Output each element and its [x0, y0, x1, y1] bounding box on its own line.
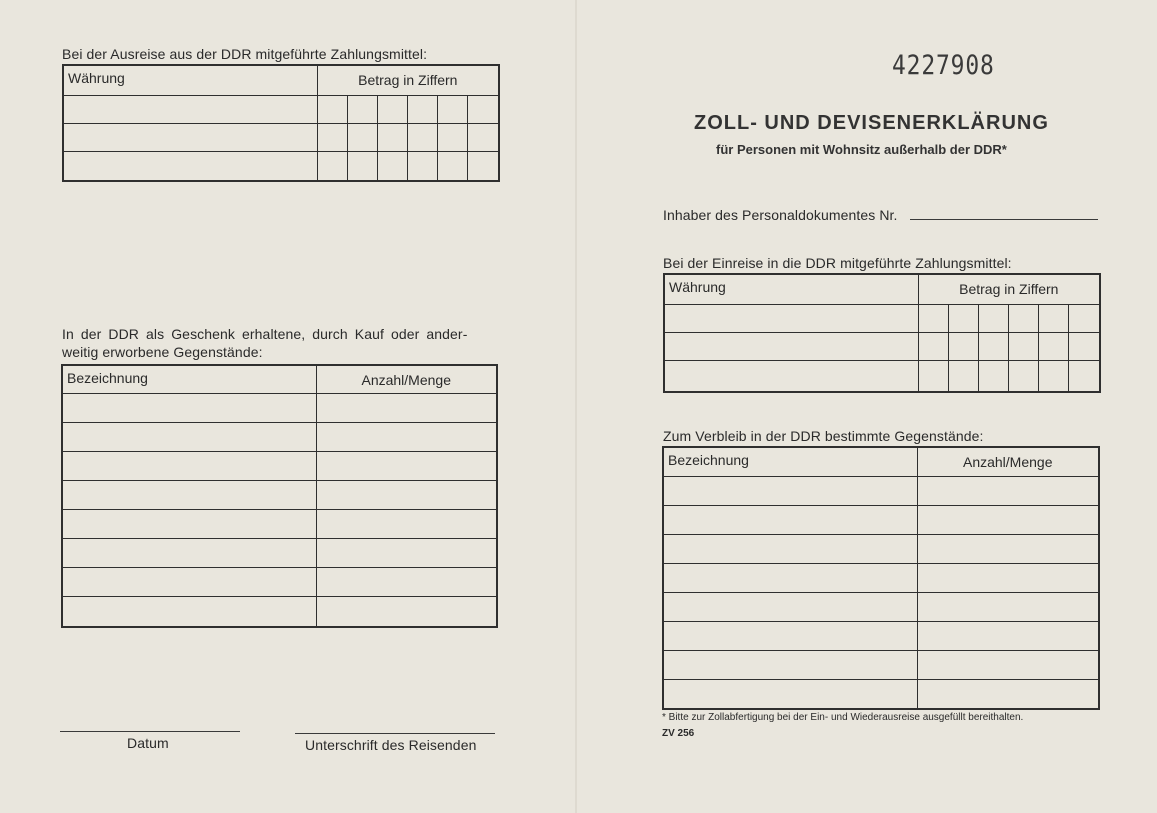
- table-row[interactable]: [62, 567, 497, 596]
- document-holder-label: Inhaber des Personaldokumentes Nr.: [663, 207, 898, 223]
- table-row[interactable]: [663, 505, 1099, 534]
- table-row[interactable]: [62, 480, 497, 509]
- col-currency: Währung: [664, 274, 918, 304]
- table-row[interactable]: [62, 422, 497, 451]
- entry-currency-table: [663, 273, 1101, 393]
- table-row[interactable]: [63, 151, 499, 181]
- remaining-goods-heading: Zum Verbleib in der DDR bestimmte Gegenstände:: [663, 428, 984, 444]
- table-row[interactable]: [663, 592, 1099, 621]
- signature-line[interactable]: [295, 733, 495, 734]
- acquired-goods-heading-line2: weitig erworbene Gegenstände:: [62, 344, 263, 360]
- table-row[interactable]: [62, 393, 497, 422]
- table-row[interactable]: [63, 95, 499, 123]
- table-row[interactable]: [62, 538, 497, 567]
- table-row[interactable]: [663, 563, 1099, 592]
- table-row[interactable]: [62, 451, 497, 480]
- table-row[interactable]: [663, 621, 1099, 650]
- col-currency: Währung: [63, 65, 317, 95]
- col-amount: Betrag in Ziffern: [317, 65, 499, 95]
- table-row[interactable]: [663, 476, 1099, 505]
- table-row[interactable]: [63, 123, 499, 151]
- date-line[interactable]: [60, 731, 240, 732]
- exit-currency-heading: Bei der Ausreise aus der DDR mitgeführte Zahlungsmittel:: [62, 46, 428, 62]
- signature-label: Unterschrift des Reisenden: [305, 737, 477, 753]
- remaining-goods-table: [662, 446, 1100, 710]
- table-row[interactable]: [664, 360, 1100, 392]
- page-fold: [575, 0, 577, 813]
- serial-number: 4227908: [892, 50, 995, 81]
- table-row[interactable]: [663, 679, 1099, 709]
- col-quantity: Anzahl/Menge: [917, 447, 1099, 476]
- col-description: Bezeichnung: [663, 447, 917, 476]
- entry-currency-heading: Bei der Einreise in die DDR mitgeführte Zahlungsmittel:: [663, 255, 1012, 271]
- table-row[interactable]: [62, 596, 497, 627]
- date-label: Datum: [127, 735, 169, 751]
- acquired-goods-heading-line1: In der DDR als Geschenk erhaltene, durch Kauf oder ander-: [62, 326, 468, 342]
- exit-currency-table: [62, 64, 500, 182]
- table-row[interactable]: [663, 534, 1099, 563]
- col-description: Bezeichnung: [62, 365, 316, 393]
- acquired-goods-table: [61, 364, 498, 628]
- table-row[interactable]: [664, 304, 1100, 332]
- document-number-field[interactable]: [910, 219, 1098, 220]
- form-subtitle: für Personen mit Wohnsitz außerhalb der DDR*: [716, 142, 1007, 157]
- table-row[interactable]: [664, 332, 1100, 360]
- form-title: ZOLL- UND DEVISENERKLÄRUNG: [694, 112, 1049, 134]
- footnote: * Bitte zur Zollabfertigung bei der Ein- und Wiederausreise ausgefüllt bereithalten.: [662, 712, 1024, 723]
- table-row[interactable]: [663, 650, 1099, 679]
- table-row[interactable]: [62, 509, 497, 538]
- col-amount: Betrag in Ziffern: [918, 274, 1100, 304]
- form-code: ZV 256: [662, 728, 695, 739]
- col-quantity: Anzahl/Menge: [316, 365, 497, 393]
